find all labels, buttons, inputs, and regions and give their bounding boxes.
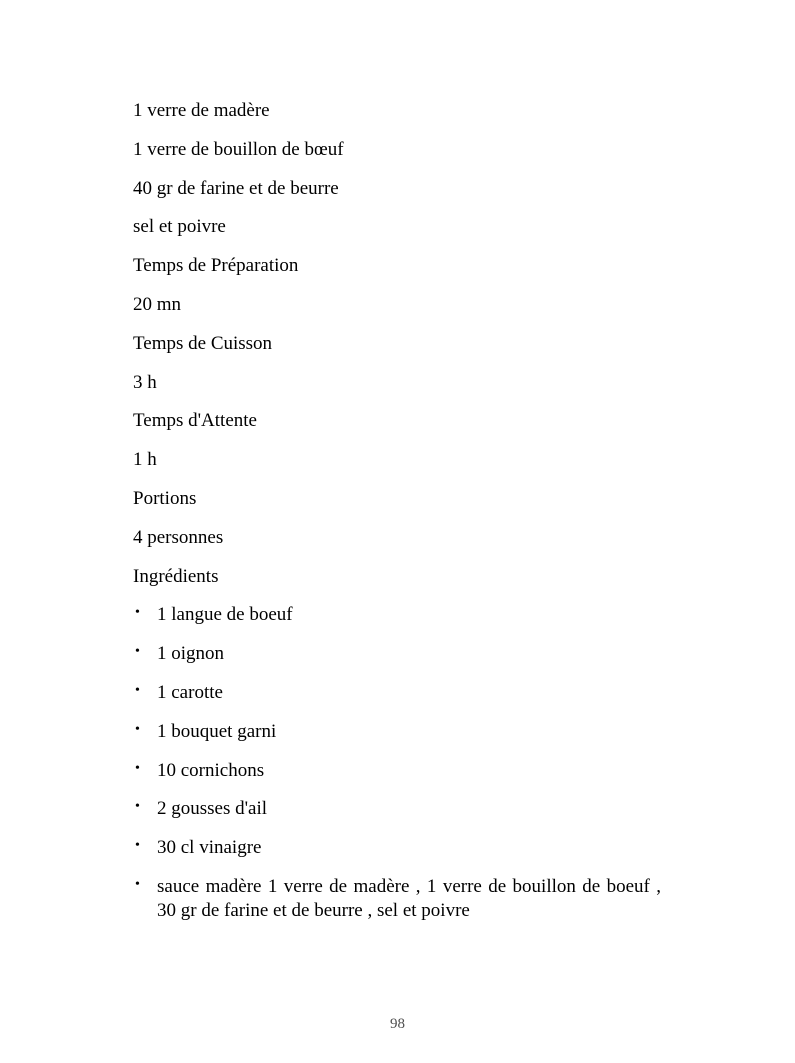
ingredient-item — [133, 720, 661, 744]
ingredient-text: sauce madère 1 verre de madère , 1 verre de bouillon de boeuf , 30 gr de farine et de beurre , sel et poivre — [157, 875, 661, 921]
ingredient-text: 30 cl vinaigre — [157, 837, 262, 859]
recipe-line: 1 verre de bouillon de bœuf — [133, 138, 344, 160]
ingredient-text: 10 cornichons — [157, 759, 265, 781]
bullet-icon: • — [135, 876, 140, 892]
recipe-content — [133, 99, 665, 938]
bullet-icon: • — [135, 838, 140, 854]
ingredients-list — [133, 603, 661, 923]
ingredient-text: 1 bouquet garni — [157, 720, 277, 742]
bullet-icon: • — [135, 721, 140, 737]
ingredient-text: 1 langue de boeuf — [157, 604, 293, 626]
ingredient-text: 1 carotte — [157, 681, 223, 703]
ingredient-item — [133, 681, 661, 705]
ingredient-item — [133, 642, 661, 666]
preparation-time-value: 20 mn — [133, 293, 182, 315]
bullet-icon: • — [135, 644, 140, 660]
bullet-icon: • — [135, 682, 140, 698]
cooking-time-value: 3 h — [133, 371, 157, 393]
ingredient-item — [133, 797, 661, 821]
section-heading-waiting-time: Temps d'Attente — [133, 410, 257, 432]
recipe-line: 1 verre de madère — [133, 100, 270, 121]
section-heading-ingredients: Ingrédients — [133, 565, 219, 587]
portions-value: 4 personnes — [133, 526, 224, 548]
ingredient-item — [133, 603, 661, 627]
ingredient-text: 2 gousses d'ail — [157, 798, 268, 820]
bullet-icon: • — [135, 760, 140, 776]
section-heading-preparation-time: Temps de Préparation — [133, 255, 299, 277]
recipe-line: 40 gr de farine et de beurre — [133, 177, 339, 199]
recipe-line: sel et poivre — [133, 216, 226, 238]
ingredient-item — [133, 759, 661, 783]
ingredient-text: 1 oignon — [157, 643, 225, 665]
bullet-icon: • — [135, 799, 140, 815]
section-heading-cooking-time: Temps de Cuisson — [133, 332, 273, 354]
ingredient-item — [133, 836, 661, 860]
waiting-time-value: 1 h — [133, 449, 157, 471]
section-heading-portions: Portions — [133, 487, 197, 509]
ingredient-item — [133, 875, 661, 923]
bullet-icon: • — [135, 605, 140, 621]
page-number: 98 — [390, 1016, 405, 1032]
